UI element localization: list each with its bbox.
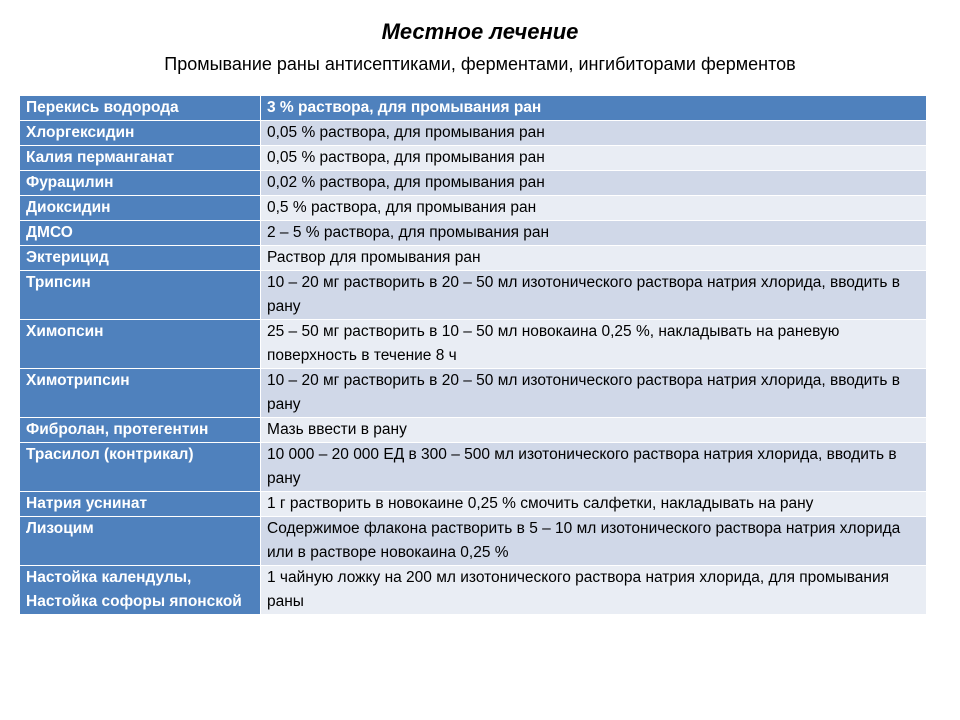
table-row <box>20 418 927 443</box>
drug-name-cell: Настойка календулы, Настойка софоры японской <box>20 566 261 615</box>
drug-name-cell: Химопсин <box>20 320 261 369</box>
drug-name-cell: Эктерицид <box>20 246 261 271</box>
drug-usage-cell: 0,05 % раствора, для промывания ран <box>261 121 927 146</box>
table-row <box>20 246 927 271</box>
drug-name-cell: Диоксидин <box>20 196 261 221</box>
drug-name-cell: Трасилол (контрикал) <box>20 443 261 492</box>
table-row <box>20 443 927 492</box>
drug-usage-cell: 1 чайную ложку на 200 мл изотонического раствора натрия хлорида, для промывания раны <box>261 566 927 615</box>
table-row <box>20 492 927 517</box>
drug-name-cell: Химотрипсин <box>20 369 261 418</box>
drug-name-cell: Фибролан, протегентин <box>20 418 261 443</box>
table-row <box>20 320 927 369</box>
table-row <box>20 171 927 196</box>
drug-name-cell: Фурацилин <box>20 171 261 196</box>
drug-name-cell: ДМСО <box>20 221 261 246</box>
table-row <box>20 517 927 566</box>
table-row <box>20 221 927 246</box>
drug-usage-cell: Содержимое флакона растворить в 5 – 10 мл изотонического раствора натрия хлорида или в растворе новокаина 0,25 % <box>261 517 927 566</box>
drug-usage-cell: 10 000 – 20 000 ЕД в 300 – 500 мл изотонического раствора натрия хлорида, вводить в рану <box>261 443 927 492</box>
table-row <box>20 146 927 171</box>
drug-name-cell: Хлоргексидин <box>20 121 261 146</box>
drug-usage-cell: 3 % раствора, для промывания ран <box>261 96 927 121</box>
drug-usage-cell: 10 – 20 мг растворить в 20 – 50 мл изотонического раствора натрия хлорида, вводить в рану <box>261 369 927 418</box>
drug-usage-cell: 0,05 % раствора, для промывания ран <box>261 146 927 171</box>
drug-usage-cell: 25 – 50 мг растворить в 10 – 50 мл новокаина 0,25 %, накладывать на раневую поверхность в течение 8 ч <box>261 320 927 369</box>
table-row <box>20 121 927 146</box>
drug-name-cell: Натрия уснинат <box>20 492 261 517</box>
drug-name-cell: Перекись водорода <box>20 96 261 121</box>
table-row <box>20 271 927 320</box>
drug-usage-cell: 0,5 % раствора, для промывания ран <box>261 196 927 221</box>
slide-subtitle: Промывание раны антисептиками, ферментами, ингибиторами ферментов <box>164 54 796 74</box>
drug-name-cell: Калия перманганат <box>20 146 261 171</box>
drug-usage-cell: Раствор для промывания ран <box>261 246 927 271</box>
drug-usage-cell: 2 – 5 % раствора, для промывания ран <box>261 221 927 246</box>
table-row <box>20 369 927 418</box>
drug-usage-cell: 1 г растворить в новокаине 0,25 % смочить салфетки, накладывать на рану <box>261 492 927 517</box>
table-row <box>20 96 927 121</box>
drug-name-cell: Лизоцим <box>20 517 261 566</box>
table-row <box>20 566 927 615</box>
drug-usage-cell: 10 – 20 мг растворить в 20 – 50 мл изотонического раствора натрия хлорида, вводить в рану <box>261 271 927 320</box>
drug-name-cell: Трипсин <box>20 271 261 320</box>
slide-title: Местное лечение <box>381 19 579 44</box>
table-row <box>20 196 927 221</box>
treatment-table <box>19 95 927 615</box>
drug-usage-cell: 0,02 % раствора, для промывания ран <box>261 171 927 196</box>
drug-usage-cell: Мазь ввести в рану <box>261 418 927 443</box>
